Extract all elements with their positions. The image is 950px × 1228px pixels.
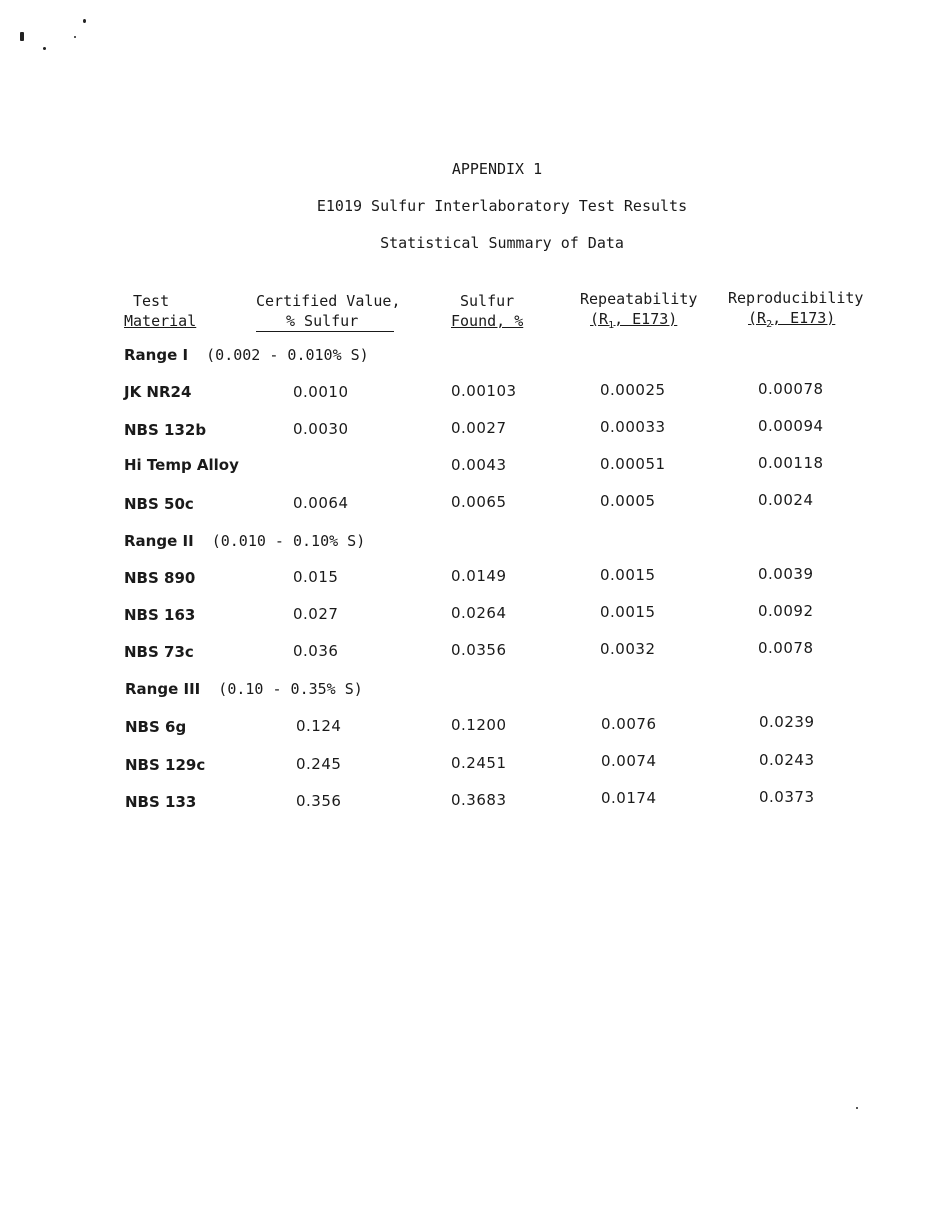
header-repeatability-line2 <box>580 309 697 336</box>
repeatability-value: 0.0032 <box>600 640 656 658</box>
header-reproducibility-pre: (R <box>748 309 767 327</box>
range-span: (0.002 - 0.010% S) <box>206 346 369 364</box>
document-title: E1019 Sulfur Interlaboratory Test Results <box>316 197 688 215</box>
certified-value: 0.0010 <box>293 383 349 401</box>
certified-value: 0.0030 <box>293 420 349 438</box>
sulfur-found: 0.0043 <box>451 456 507 474</box>
header-reproducibility-line1: Reproducibility <box>728 289 864 307</box>
header-reproducibility-post: , E173) <box>772 309 836 327</box>
sulfur-found: 0.0356 <box>451 641 507 659</box>
header-found-line2: Found, % <box>451 312 524 330</box>
reproducibility-value: 0.0092 <box>758 602 814 620</box>
header-reproducibility-sub: 2 <box>766 319 773 330</box>
reproducibility-value: 0.00078 <box>758 380 824 398</box>
document-subtitle: Statistical Summary of Data <box>380 234 624 252</box>
material-name: NBS 50c <box>124 495 194 513</box>
scan-speck <box>856 1107 858 1109</box>
header-reproducibility <box>728 288 863 335</box>
scan-speck <box>74 36 76 38</box>
sulfur-found: 0.3683 <box>451 791 507 809</box>
material-name: NBS 890 <box>124 569 196 587</box>
sulfur-found: 0.0027 <box>451 419 507 437</box>
header-certified-value <box>256 291 401 332</box>
appendix-heading: APPENDIX 1 <box>451 160 543 178</box>
certified-value: 0.356 <box>296 792 342 810</box>
repeatability-value: 0.0015 <box>600 566 656 584</box>
range-heading <box>124 346 369 364</box>
header-test-material <box>124 291 196 331</box>
scan-speck <box>43 47 46 50</box>
material-name: Hi Temp Alloy <box>124 456 239 474</box>
range-name: Range III <box>125 680 201 698</box>
range-span: (0.10 - 0.35% S) <box>218 680 363 698</box>
certified-value: 0.124 <box>296 717 342 735</box>
scan-speck <box>20 32 24 41</box>
certified-value: 0.245 <box>296 755 342 773</box>
range-name: Range I <box>124 346 189 364</box>
header-found-line1: Sulfur <box>460 292 515 310</box>
sulfur-found: 0.00103 <box>451 382 517 400</box>
reproducibility-value: 0.0039 <box>758 565 814 583</box>
repeatability-value: 0.00025 <box>600 381 666 399</box>
material-name: NBS 132b <box>124 421 207 439</box>
range-heading <box>125 680 363 698</box>
header-test-material-line1: Test <box>133 292 170 310</box>
repeatability-value: 0.0076 <box>601 715 657 733</box>
reproducibility-value: 0.0373 <box>759 788 815 806</box>
repeatability-value: 0.0174 <box>601 789 657 807</box>
sulfur-found: 0.0149 <box>451 567 507 585</box>
certified-value: 0.015 <box>293 568 339 586</box>
repeatability-value: 0.0015 <box>600 603 656 621</box>
certified-value: 0.027 <box>293 605 339 623</box>
range-span: (0.010 - 0.10% S) <box>211 532 366 550</box>
header-reproducibility-line2 <box>728 308 863 335</box>
range-heading <box>124 532 365 550</box>
reproducibility-value: 0.00094 <box>758 417 824 435</box>
certified-value: 0.0064 <box>293 494 349 512</box>
repeatability-value: 0.0074 <box>601 752 657 770</box>
material-name: NBS 133 <box>125 793 197 811</box>
repeatability-value: 0.0005 <box>600 492 656 510</box>
range-name: Range II <box>124 532 194 550</box>
sulfur-found: 0.0264 <box>451 604 507 622</box>
sulfur-found: 0.2451 <box>451 754 507 772</box>
header-repeatability-pre: (R <box>590 310 609 328</box>
header-certified-line1: Certified Value, <box>256 292 401 310</box>
material-name: NBS 129c <box>125 756 206 774</box>
header-sulfur-found <box>451 291 523 331</box>
reproducibility-value: 0.0024 <box>758 491 814 509</box>
reproducibility-value: 0.0243 <box>759 751 815 769</box>
sulfur-found: 0.1200 <box>451 716 507 734</box>
repeatability-value: 0.00033 <box>600 418 666 436</box>
header-repeatability-line1: Repeatability <box>580 290 698 308</box>
reproducibility-value: 0.0239 <box>759 713 815 731</box>
material-name: NBS 163 <box>124 606 196 624</box>
sulfur-found: 0.0065 <box>451 493 507 511</box>
repeatability-value: 0.00051 <box>600 455 666 473</box>
material-name: NBS 6g <box>125 718 187 736</box>
header-test-material-line2: Material <box>124 312 197 330</box>
certified-value: 0.036 <box>293 642 339 660</box>
material-name: NBS 73c <box>124 643 194 661</box>
reproducibility-value: 0.00118 <box>758 454 824 472</box>
header-repeatability-post: , E173) <box>614 310 678 328</box>
header-repeatability <box>580 289 697 336</box>
scan-speck <box>83 19 86 23</box>
header-repeatability-sub: 1 <box>608 320 615 331</box>
header-certified-line2: % Sulfur <box>256 311 394 332</box>
reproducibility-value: 0.0078 <box>758 639 814 657</box>
material-name: JK NR24 <box>124 383 192 401</box>
